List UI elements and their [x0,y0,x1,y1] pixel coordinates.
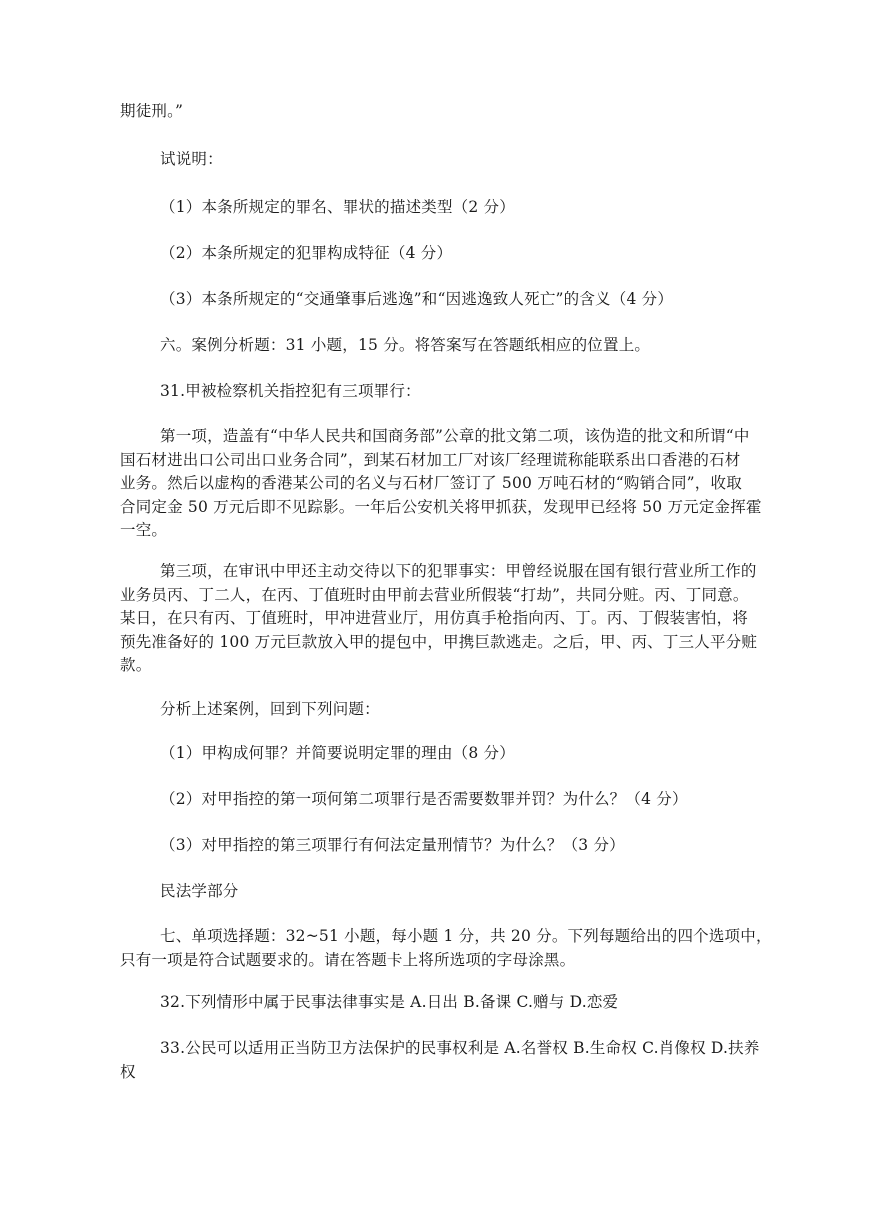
section-title: 民法学部分 [160,882,239,900]
question-item: （3）本条所规定的“交通肇事后逃逸”和“因逃逸致人死亡”的含义（4 分） [160,290,674,308]
question-item: （1）本条所规定的罪名、罪状的描述类型（2 分） [160,198,515,216]
paragraph-line: 某日，在只有丙、丁值班时，甲冲进营业厅，用仿真手枪指向丙、丁。丙、丁假装害怕，将 [120,609,749,627]
text-line: 试说明： [160,150,223,168]
paragraph-line: 33.公民可以适用正当防卫方法保护的民事权利是 A.名誉权 B.生命权 C.肖像权 D.扶养 [160,1039,760,1057]
paragraph-line: 预先准备好的 100 万元巨款放入甲的提包中，甲携巨款逃走。之后，甲、丙、丁三人平分赃 [120,632,758,651]
question-item: （3）对甲指控的第三项罪行有何法定量刑情节？为什么？（3 分） [160,836,625,854]
paragraph-line: 国石材进出口公司出口业务合同”，到某石材加工厂对该厂经理谎称能联系出口香港的石材 [120,450,741,469]
question-item: （1）甲构成何罪？并简要说明定罪的理由（8 分） [160,744,515,762]
case-paragraph-third [120,560,757,678]
paragraph-line: 款。 [120,656,152,674]
paragraph-line: 第一项，造盖有“中华人民共和国商务部”公章的批文第二项，该伪造的批文和所谓“中 [160,427,750,445]
question-item: （2）本条所规定的犯罪构成特征（4 分） [160,244,453,262]
text-line: 分析上述案例，回到下列问题： [160,700,380,718]
paragraph-line: 权 [120,1062,136,1081]
section-heading: 六。案例分析题：31 小题，15 分。将答案写在答题纸相应的位置上。 [160,336,651,354]
paragraph-line: 合同定金 50 万元后即不见踪影。一年后公安机关将甲抓获，发现甲已经将 50 万元定金挥霍 [120,497,762,516]
question-item: （2）对甲指控的第一项何第二项罪行是否需要数罪并罚？为什么？（4 分） [160,790,688,808]
paragraph-line: 七、单项选择题：32~51 小题，每小题 1 分，共 20 分。下列每题给出的四个选项中， [160,927,772,945]
paragraph-line: 只有一项是符合试题要求的。请在答题卡上将所选项的字母涂黑。 [120,950,576,969]
question-33 [120,1037,760,1084]
text-line: 期徒刑。” [120,102,184,120]
question-32: 32.下列情形中属于民事法律事实是 A.日出 B.备课 C.赠与 D.恋爱 [160,993,619,1011]
case-intro: 31.甲被检察机关指控犯有三项罪行： [160,382,421,400]
section-seven [120,925,772,972]
case-paragraph-first [120,425,762,543]
paragraph-line: 一空。 [120,521,168,539]
paragraph-line: 第三项，在审讯中甲还主动交待以下的犯罪事实：甲曾经说服在国有银行营业所工作的 [160,562,757,580]
paragraph-line: 业务员丙、丁二人，在丙、丁值班时由甲前去营业所假装“打劫”，共同分赃。丙、丁同意。 [120,585,749,604]
paragraph-line: 业务。然后以虚构的香港某公司的名义与石材厂签订了 500 万吨石材的“购销合同”，收取 [120,474,742,492]
